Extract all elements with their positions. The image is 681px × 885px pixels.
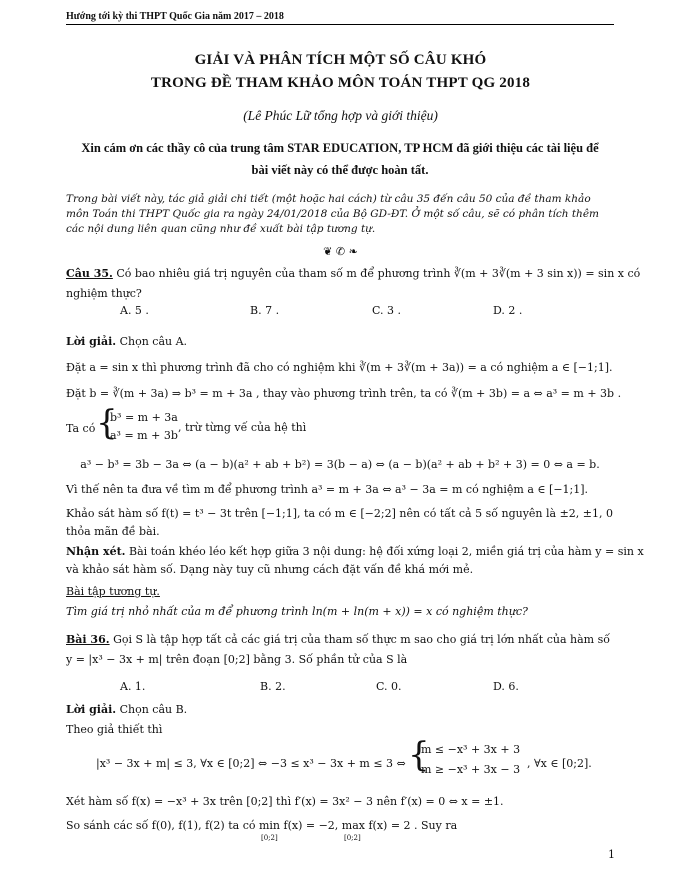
sol36-line-3: So sánh các số f(0), f(1), f(2) ta có min f(x) = −2, max f(x) = 2 . Suy ra	[66, 819, 458, 832]
min-subscript: [0;2]	[261, 834, 278, 842]
sol36-line-1: Theo giả thiết thì	[66, 723, 163, 736]
running-header: Hướng tới kỳ thi THPT Quốc Gia năm 2017 – 2018	[66, 11, 614, 25]
sol35-system-eq2: a³ = m + 3b	[110, 429, 178, 442]
thanks-line-2: bài viết này có thể được hoàn tất.	[251, 163, 429, 177]
q36-text-2: y = |x³ − 3x + m| trên đoạn [0;2] bằng 3. Số phần tử của S là	[66, 653, 408, 666]
sol36-heading	[66, 702, 618, 717]
sol35-line-3b: , trừ từng vế của hệ thì	[178, 421, 307, 434]
q36-option-d: D. 6.	[493, 680, 519, 693]
q36-text: Gọi S là tập hợp tất cả các giá trị của tham số thực m sao cho giá trị lớn nhất của hàm số	[109, 633, 610, 646]
q36-statement	[66, 632, 618, 647]
sol35-heading	[66, 334, 618, 349]
sol35-line-6: Khảo sát hàm số f(t) = t³ − 3t trên [−1;1], ta có m ∈ [−2;2] nên có tất cả 5 số nguyên là ±2, ±1, 0	[66, 507, 613, 520]
sol35-line-5: Vì thế nên ta đưa về tìm m để phương trình a³ = m + 3a ⇔ a³ − 3a = m có nghiệm a ∈ [−1;1].	[66, 483, 589, 496]
sol35-line-3: Ta có	[66, 422, 96, 435]
sol35-choice: Chọn câu A.	[116, 335, 188, 348]
sol35-line-7: thỏa mãn đề bài.	[66, 525, 160, 538]
q35-label: Câu 35.	[66, 267, 113, 280]
sol36-line-2: Xét hàm số f(x) = −x³ + 3x trên [0;2] thì f′(x) = 3x² − 3 nên f′(x) = 0 ⇔ x = ±1.	[66, 795, 504, 808]
sol35-line-2: Đặt b = ∛(m + 3a) ⇒ b³ = m + 3a , thay vào phương trình trên, ta có ∛(m + 3b) = a ⇔ a³ = m + 3b .	[66, 387, 622, 400]
q36-option-b: B. 2.	[260, 680, 286, 693]
sol36-system-eq2: m ≥ −x³ + 3x − 3	[421, 763, 521, 776]
remark-text-1: Bài toán khéo léo kết hợp giữa 3 nội dung: hệ đối xứng loại 2, miền giá trị của hàm y = sin x	[125, 545, 644, 558]
sol36-eq-left: |x³ − 3x + m| ≤ 3, ∀x ∈ [0;2] ⇔ −3 ≤ x³ − 3x + m ≤ 3 ⇔	[96, 757, 406, 770]
max-subscript: [0;2]	[344, 834, 361, 842]
remark-text-2: và khảo sát hàm số. Dạng này tuy cũ nhưng cách đặt vấn đề khá mới mẻ.	[66, 563, 474, 576]
system-brace-2: {	[408, 735, 430, 775]
title-line-1: GIẢI VÀ PHÂN TÍCH MỘT SỐ CÂU KHÓ	[194, 52, 487, 68]
sol36-system-eq1: m ≤ −x³ + 3x + 3	[421, 743, 521, 756]
q35-option-d: D. 2 .	[493, 304, 523, 317]
ornament-divider: ❦ ✆ ❧	[323, 245, 358, 258]
title-line-2: TRONG ĐỀ THAM KHẢO MÔN TOÁN THPT QG 2018	[150, 75, 531, 91]
q35-text-2: nghiệm thực?	[66, 287, 142, 300]
q35-option-a: A. 5 .	[120, 304, 149, 317]
q35-option-c: C. 3 .	[372, 304, 402, 317]
q36-option-a: A. 1.	[120, 680, 146, 693]
system-brace: {	[96, 403, 118, 443]
q36-label: Bài 36.	[66, 633, 110, 646]
sol36-choice: Chọn câu B.	[116, 703, 188, 716]
page-number: 1	[608, 848, 615, 861]
subtitle: (Lê Phúc Lữ tổng hợp và giới thiệu)	[243, 108, 438, 123]
remark-label: Nhận xét.	[66, 545, 126, 558]
intro-paragraph: Trong bài viết này, tác giả giải chi tiết (một hoặc hai cách) từ câu 35 đến câu 50 của đề tham khảo môn Toán thi THPT Quốc gia ra ngày 24/01/2018 của Bộ GD-ĐT. Ở một số câu, sẽ có phân tích thêm các nội dung liên quan cũng như đề xuất bài tập tương tự.	[66, 193, 599, 235]
sol35-line-1: Đặt a = sin x thì phương trình đã cho có nghiệm khi ∛(m + 3∛(m + 3a)) = a có nghiệm a ∈ [−1;1].	[66, 361, 613, 374]
thanks-line-1: Xin cám ơn các thầy cô của trung tâm STAR EDUCATION, TP HCM đã giới thiệu các tài liệu để	[81, 141, 599, 155]
sol36-head: Lời giải.	[66, 703, 117, 716]
similar-exercise-text: Tìm giá trị nhỏ nhất của m để phương trình ln(m + ln(m + x)) = x có nghiệm thực?	[66, 605, 528, 618]
similar-exercise-label: Bài tập tương tự.	[66, 585, 160, 598]
q35-option-b: B. 7 .	[250, 304, 280, 317]
q35-statement	[66, 266, 641, 281]
remark-35	[66, 544, 644, 559]
q35-text: Có bao nhiêu giá trị nguyên của tham số m để phương trình ∛(m + 3∛(m + 3 sin x)) = sin x có	[112, 267, 641, 280]
q36-option-c: C. 0.	[376, 680, 402, 693]
sol35-system-eq1: b³ = m + 3a	[110, 411, 178, 424]
sol35-head: Lời giải.	[66, 335, 117, 348]
sol36-eq-right: , ∀x ∈ [0;2].	[527, 757, 592, 770]
sol35-line-4: a³ − b³ = 3b − 3a ⇔ (a − b)(a² + ab + b²) = 3(b − a) ⇔ (a − b)(a² + ab + b² + 3) = 0 ⇔ a = b.	[80, 458, 600, 471]
